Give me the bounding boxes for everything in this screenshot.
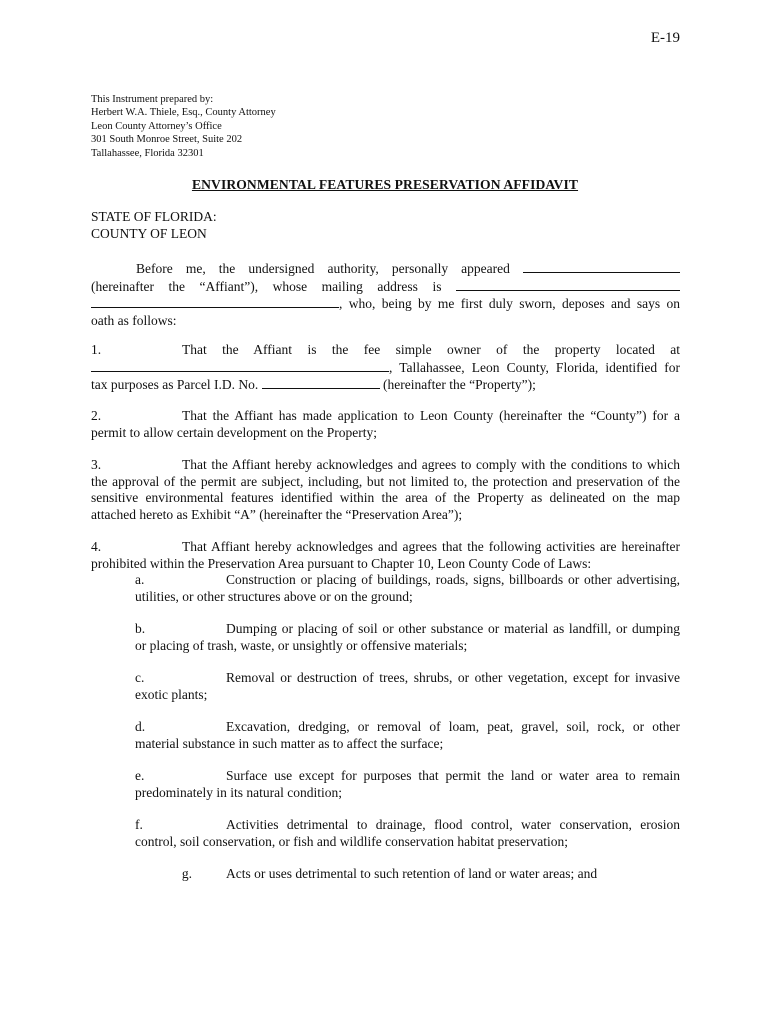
list-item-f (135, 817, 680, 850)
paragraph-line: , Tallahassee, Leon County, Florida, identified for (91, 359, 680, 377)
paragraph-4 (91, 539, 680, 572)
paragraph-2 (91, 408, 680, 441)
preparer-line: Tallahassee, Florida 32301 (91, 147, 204, 159)
item-line: or placing of trash, waste, or unsightly or offensive materials; (135, 637, 468, 653)
item-line: d. Excavation, dredging, or removal of loam, peat, gravel, soil, rock, or other (135, 719, 680, 734)
list-item-d (135, 719, 680, 752)
paragraph-line: 4. That Affiant hereby acknowledges and agrees that the following activities are hereinafter (91, 539, 680, 554)
property-location-blank[interactable] (91, 359, 389, 372)
paragraph-line: attached hereto as Exhibit “A” (hereinafter the “Preservation Area”); (91, 506, 463, 522)
preparer-line: Leon County Attorney’s Office (91, 120, 222, 132)
item-line: g. Acts or uses detrimental to such retention of land or water areas; and (181, 866, 598, 881)
item-line: a. Construction or placing of buildings, roads, signs, billboards or other advertising, (135, 572, 680, 587)
preparer-line: Herbert W.A. Thiele, Esq., County Attorney (91, 107, 276, 119)
list-item-b (135, 621, 680, 654)
document-title: ENVIRONMENTAL FEATURES PRESERVATION AFFIDAVIT (191, 177, 579, 192)
paragraph-line: tax purposes as Parcel I.D. No. (hereinafter the “Property”); (91, 377, 536, 392)
item-line: control, soil conservation, or fish and wildlife conservation habitat preservation; (135, 833, 569, 849)
venue-county: COUNTY OF LEON (91, 225, 207, 241)
item-line: predominately in its natural condition; (135, 784, 342, 800)
preparer-line: 301 South Monroe Street, Suite 202 (91, 134, 243, 146)
preparer-block (91, 93, 276, 160)
item-line: f. Activities detrimental to drainage, flood control, water conservation, erosion (135, 817, 680, 832)
item-line: c. Removal or destruction of trees, shrubs, or other vegetation, except for invasive (135, 670, 680, 685)
preparer-line: This Instrument prepared by: (91, 94, 214, 105)
item-line: material substance in such matter as to affect the surface; (135, 735, 444, 751)
intro-line: Before me, the undersigned authority, personally appeared (91, 260, 680, 278)
paragraph-line: 2. That the Affiant has made application to Leon County (hereinafter the “County”) for a (91, 408, 680, 423)
item-line: utilities, or other structures above or on the ground; (135, 588, 413, 604)
mailing-address-blank[interactable] (456, 278, 680, 291)
intro-line: (hereinafter the “Affiant”), whose mailing address is (91, 278, 680, 296)
paragraph-line: the approval of the permit are subject, including, but not limited to, the protection and preservation of the (91, 473, 680, 489)
item-line: exotic plants; (135, 686, 208, 702)
paragraph-3 (91, 457, 680, 523)
paragraph-line: permit to allow certain development on the Property; (91, 424, 378, 440)
venue-block (91, 209, 680, 242)
paragraph-line: sensitive environmental features identified within the area of the Property as delineated on the map (91, 490, 680, 505)
list-item-g (135, 866, 680, 883)
intro-paragraph (91, 260, 680, 329)
parcel-id-blank[interactable] (262, 376, 380, 389)
affiant-name-blank[interactable] (523, 260, 680, 273)
paragraph-line: prohibited within the Preservation Area pursuant to Chapter 10, Leon County Code of Laws: (91, 555, 592, 571)
item-line: b. Dumping or placing of soil or other substance or material as landfill, or dumping (135, 621, 680, 636)
list-item-c (135, 670, 680, 703)
intro-line: oath as follows: (91, 312, 177, 328)
intro-line: , who, being by me first duly sworn, deposes and says on (91, 295, 680, 313)
paragraph-1 (91, 342, 680, 394)
item-line: e. Surface use except for purposes that permit the land or water area to remain (135, 768, 680, 783)
page-number: E-19 (650, 30, 680, 46)
paragraph-line: 1. That the Affiant is the fee simple owner of the property located at (91, 342, 680, 357)
list-item-a (135, 572, 680, 605)
venue-state: STATE OF FLORIDA: (91, 209, 217, 224)
mailing-address-blank-2[interactable] (91, 295, 339, 308)
paragraph-line: 3. That the Affiant hereby acknowledges and agrees to comply with the conditions to which (91, 457, 680, 472)
list-item-e (135, 768, 680, 801)
